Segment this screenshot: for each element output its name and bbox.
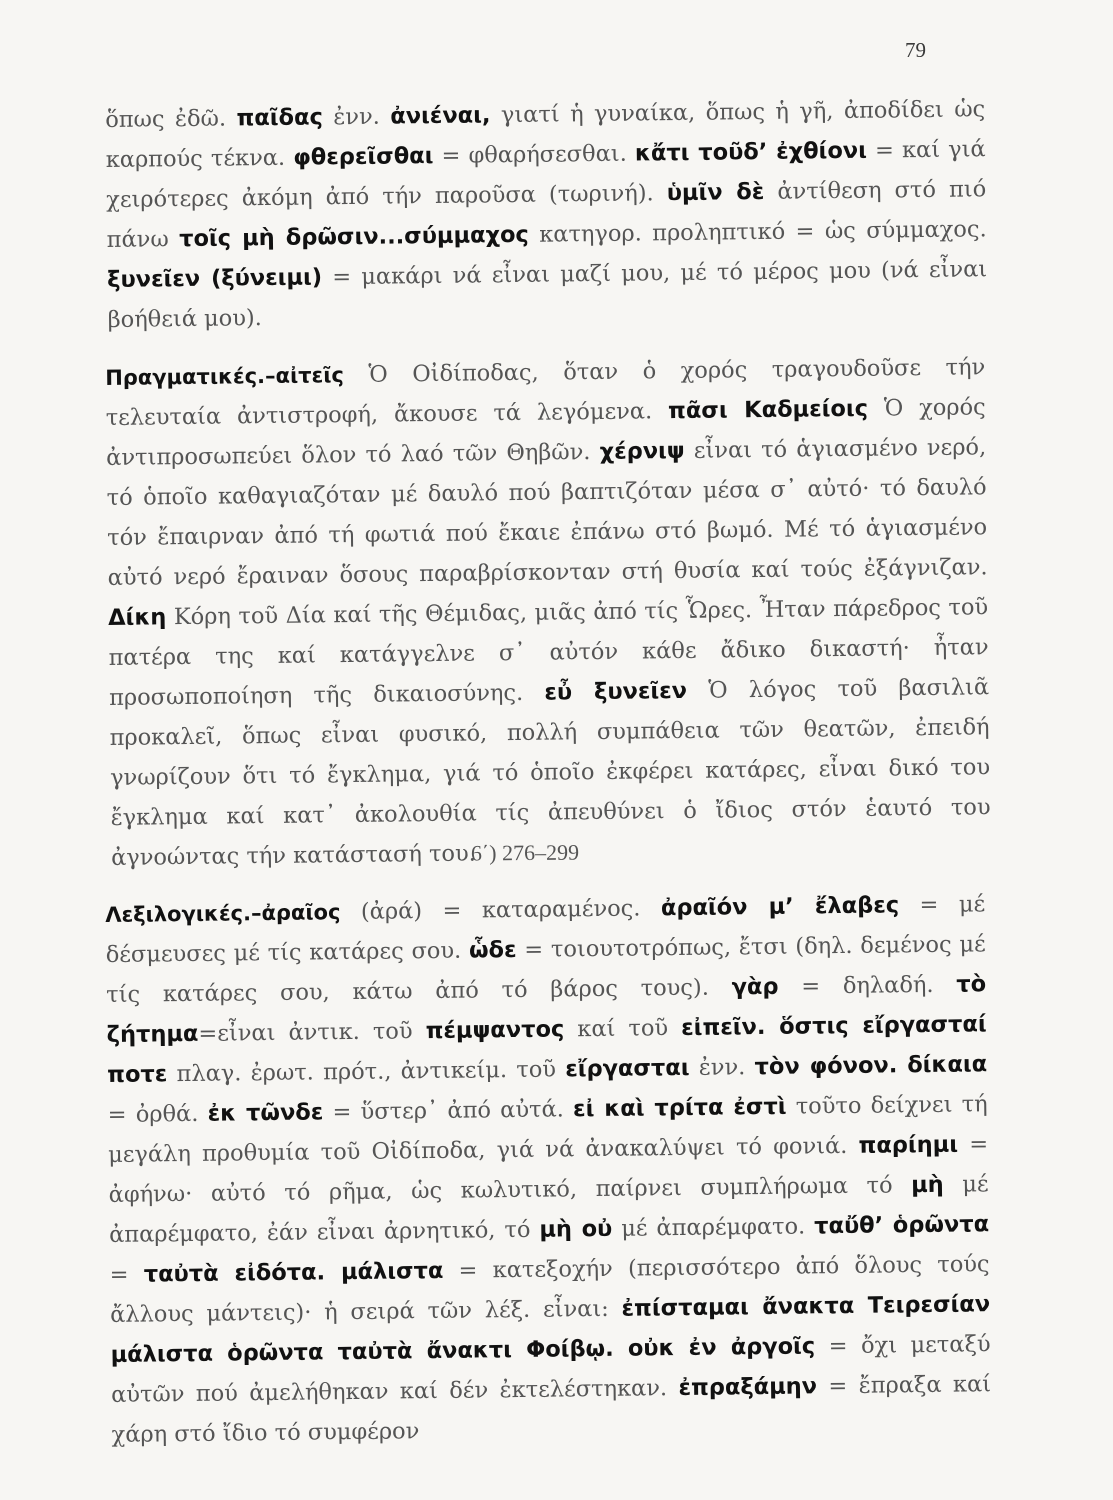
- bold-term: εὖ ξυνεῖεν: [544, 677, 688, 706]
- bold-term: ἀραῖόν μ’ ἔλαβες: [660, 892, 900, 922]
- text-run: = ὄχι μεταξύ αὐτῶν πού ἀμελήθηκαν καί δέν ἐκτελέστηκαν.: [110, 1331, 991, 1408]
- text-run: Ὁ λόγος τοῦ βασιλιᾶ προκαλεῖ, ὅπως εἶναι φυσικό, πολλή συμπάθεια τῶν θεατῶν, ἐπειδή γνωρίζουν ὅτι τό ἔγκλημα, γιά τό ὁποῖο ἐκφέρει κατάρες, εἶναι δικό του ἔγκλημα καί κατ᾽ ἀκολουθία τίς ἀπευθύνει ὁ ἴδιος στόν ἑαυτό του ἀγνοώντας τήν κατάστασή του.: [109, 674, 991, 871]
- bold-term: τοῖς μὴ δρῶσιν...σύμμαχος: [178, 221, 529, 253]
- bold-term: ταὔθ’ ὁρῶντα: [814, 1211, 990, 1240]
- bold-term: παῖδας: [236, 104, 323, 132]
- text-run: τοῦτο δείχνει τή μεγάλη προθυμία τοῦ Οἰδίποδα, γιά νά ἀνακαλύψει τό φονιά.: [108, 1091, 988, 1168]
- bold-term: Λεξιλογικές.–ἀραῖος: [105, 900, 341, 927]
- text-run: = κατεξοχήν (περισσότερο ἀπό ὅλους τούς ἄλλους μάντεις)· ἡ σειρά τῶν λέξ. εἶναι:: [109, 1251, 990, 1328]
- bold-term: παρίημι: [858, 1131, 959, 1159]
- bold-term: γὰρ: [731, 973, 779, 1001]
- text-run: ἐνν.: [322, 103, 391, 131]
- text-run: ἐνν.: [689, 1054, 755, 1081]
- text-run: = δηλαδή.: [778, 971, 957, 1000]
- bold-term: ἐπίσταμαι ἄνακτα Τειρεσίαν μάλιστα ὁρῶντα ταὐτὰ ἄνακτι Φοίβῳ. οὐκ ἐν ἀργοῖς: [110, 1291, 991, 1368]
- text-run: Ὁ χορός ἀντιπροσωπεύει ὅλον τό λαό τῶν Θηβῶν.: [106, 394, 986, 471]
- bold-term: φθερεῖσθαι: [293, 142, 434, 171]
- paragraph-notes-continued: [105, 89, 988, 340]
- text-run: μέ ἀπαρέμφατο.: [612, 1213, 815, 1242]
- bold-term: ἐκ τῶνδε: [207, 1099, 324, 1127]
- text-run: = ἀφήνω· αὐτό τό ρῆμα, ὡς κωλυτικό, παίρνει συμπλήρωμα τό: [108, 1131, 989, 1208]
- text-run: = ὀρθά.: [107, 1100, 208, 1128]
- paragraph-lexilogikes: [105, 884, 992, 1455]
- text-run: γιατί ἡ γυναίκα, ὅπως ἡ γῆ, ἀποδίδει ὡς καρπούς τέκνα.: [105, 96, 986, 173]
- bold-term: πᾶσι Καδμείοις: [667, 395, 869, 425]
- text-run: κατηγορ. προληπτικό = ὡς σύμμαχος.: [528, 216, 987, 248]
- bold-term: κἄτι τοῦδ’ ἐχθίονι: [634, 137, 868, 167]
- text-run: = ὕστερ᾽ ἀπό αὐτά.: [323, 1096, 574, 1126]
- bold-term: Δίκη: [108, 604, 167, 631]
- bold-term: ταὐτὰ εἰδότα. μάλιστα: [143, 1257, 444, 1288]
- text-run: = καί γιά χειρότερες ἀκόμη ἀπό τήν παροῦσα (τωρινή).: [106, 136, 986, 213]
- text-run: = τοιουτοτρόπως, ἔτσι (δηλ. δεμένος μέ τίς κατάρες σου, κάτω ἀπό τό βάρος τους).: [106, 931, 986, 1008]
- bold-term: πέμψαντος: [425, 1016, 565, 1045]
- text-run: μέ ἀπαρέμφατο, ἐάν εἶναι ἀρνητικό, τό: [108, 1171, 989, 1248]
- text-run: = μακάρι νά εἶναι μαζί μου, μέ τό μέρος μου (νά εἶναι βοήθειά μου).: [107, 256, 988, 333]
- bold-term: εἴργασται: [565, 1054, 690, 1083]
- paragraph-pragmatikes: [105, 347, 991, 878]
- bold-term: μὴ: [910, 1171, 944, 1199]
- bold-term: ὑμῖν δὲ: [666, 178, 765, 207]
- bold-term: μὴ οὐ: [539, 1215, 613, 1243]
- bold-term: Πραγματικές.–αἰτεῖς: [105, 363, 345, 390]
- text-run: Ὁ Οἰδίποδας, ὅταν ὁ χορός τραγουδοῦσε τήν τελευταία ἀντιστροφή, ἄκουσε τά λεγόμενα.: [105, 354, 986, 431]
- bold-term: τὸ ζήτημα: [106, 971, 987, 1048]
- text-run: = ἔπραξα καί χάρη στό ἴδιο τό συμφέρον: [111, 1371, 992, 1448]
- bold-term: ἀνιέναι,: [390, 102, 491, 130]
- bold-term: χέρνιψ: [599, 437, 685, 465]
- bold-term: εἰπεῖν. ὅστις εἴργασταί ποτε: [107, 1011, 987, 1088]
- text-run: πλαγ. ἐρωτ. πρότ., ἀντικείμ. τοῦ: [167, 1056, 566, 1088]
- text-run: Κόρη τοῦ Δία καί τῆς Θέμιδας, μιᾶς ἀπό τίς Ὧρες. Ἦταν πάρεδρος τοῦ πατέρα της καί κατάγγελνε σ᾽ αὐτόν κάθε ἄδικο δικαστή· ἦταν προσωποποίηση τῆς δικαιοσύνης.: [108, 594, 989, 711]
- bold-term: ἐπραξάμην: [678, 1373, 818, 1402]
- page-number: 79: [905, 38, 926, 62]
- section-heading: 6΄) 276–299: [470, 839, 580, 866]
- text-run: καί τοῦ: [564, 1014, 682, 1043]
- text-run: =: [109, 1261, 144, 1288]
- text-run: ἀντίθεση στό πιό πάνω: [106, 176, 987, 253]
- bold-term: εἰ καὶ τρίτα ἐστὶ: [572, 1093, 787, 1123]
- bold-term: ὧδε: [468, 936, 517, 964]
- text-run: = φθαρήσεσθαι.: [433, 140, 636, 169]
- text-run: = μέ δέσμευσες μέ τίς κατάρες σου.: [105, 891, 986, 968]
- text-run: (ἀρά) = καταραμένος.: [340, 895, 662, 926]
- text-run: =εἶναι ἀντικ. τοῦ: [198, 1018, 426, 1047]
- bold-term: ξυνεῖεν (ξύνειμι): [107, 264, 323, 293]
- bold-term: τὸν φόνον. δίκαια: [754, 1051, 988, 1081]
- text-run: ὅπως ἐδῶ.: [105, 105, 237, 133]
- text-run: εἶναι τό ἁγιασμένο νερό, τό ὁποῖο καθαγιαζόταν μέ δαυλό πού βαπτιζόταν μέσα σ᾽ αὐτό· τό δαυλό τόν ἔπαιρναν ἀπό τή φωτιά πού ἔκαιε ἐπάνω στό βωμό. Μέ τό ἁγιασμένο αὐτό νερό ἔραιναν ὅσους παραβρίσκονταν στή θυσία καί τούς ἐξάγνιζαν.: [106, 434, 988, 591]
